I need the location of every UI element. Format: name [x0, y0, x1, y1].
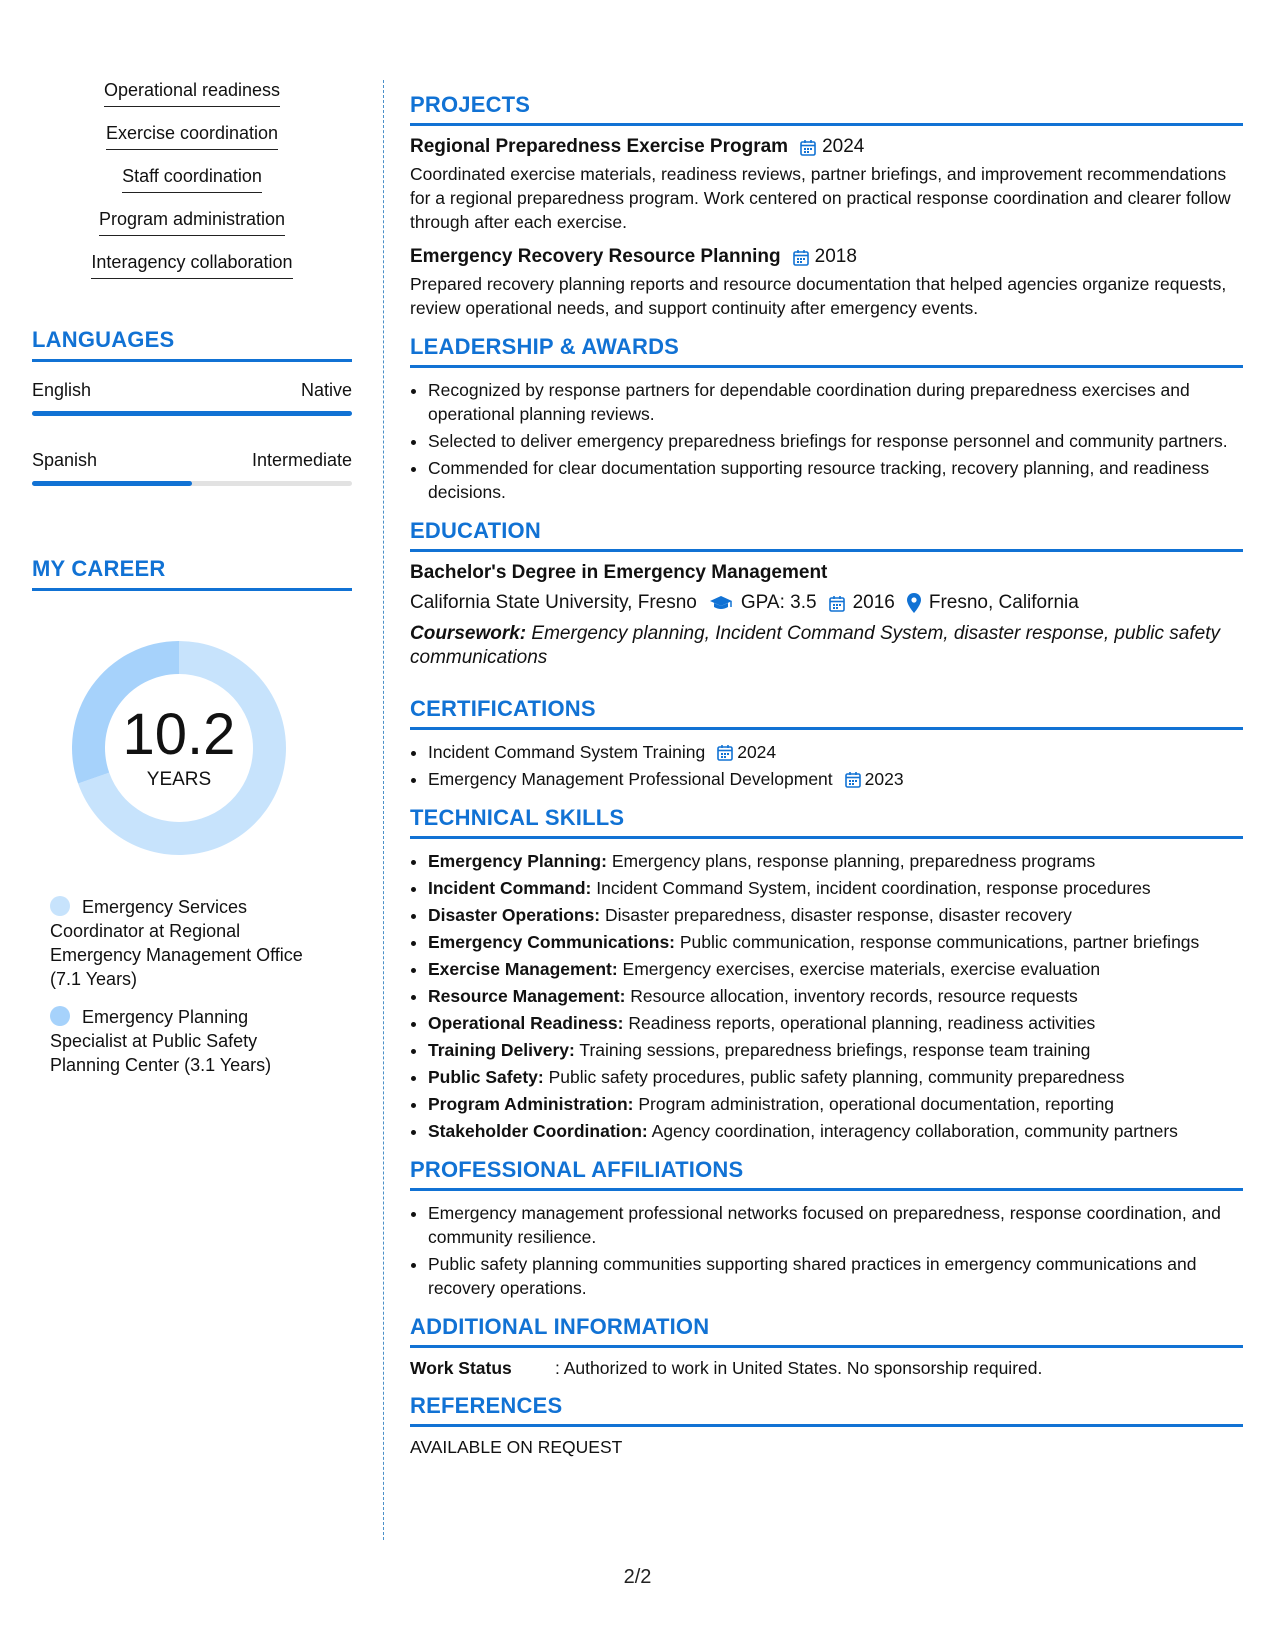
skill-label: Emergency Planning: [428, 851, 607, 871]
calendar-icon [800, 139, 816, 156]
skill-text: Readiness reports, operational planning, readiness activities [628, 1013, 1096, 1033]
certification-year: 2023 [864, 769, 904, 789]
certification-item [428, 767, 1243, 791]
references-section [410, 1393, 1243, 1458]
career-legend-item [50, 1005, 330, 1077]
education-details [410, 592, 1243, 614]
projects-heading: PROJECTS [410, 92, 1243, 126]
affiliation-item: • Emergency management professional networks focused on preparedness, response coordination, and community resilience. [428, 1201, 1243, 1249]
calendar-icon [845, 771, 861, 788]
language-proficiency-bar [32, 411, 352, 416]
affiliation-item: • Public safety planning communities supporting shared practices in emergency communications and recovery operations. [428, 1252, 1243, 1300]
graduation-year: 2016 [852, 592, 895, 613]
skill-item [428, 1038, 1243, 1062]
degree-title: Bachelor's Degree in Emergency Management [410, 562, 828, 583]
career-donut-chart [64, 633, 294, 863]
language-level: Native [300, 380, 352, 400]
certification-item [428, 740, 1243, 764]
languages-section [32, 327, 352, 486]
coursework-label: Coursework: [410, 623, 527, 644]
language-item [32, 380, 352, 416]
career-section [32, 556, 352, 1077]
career-total-value: 10.2 [122, 702, 236, 767]
references-text: AVAILABLE ON REQUEST [410, 1437, 623, 1457]
certification-name: • Incident Command System Training [428, 742, 706, 762]
career-legend [50, 895, 330, 1077]
skill-text: Public communication, response communications, partner briefings [679, 932, 1200, 952]
skill-item [428, 984, 1243, 1008]
skill-label: Operational Readiness: [428, 1013, 624, 1033]
skill-label: Resource Management: [428, 986, 626, 1006]
certifications-heading: CERTIFICATIONS [410, 696, 1243, 730]
work-status-row [410, 1358, 1243, 1379]
work-status-value: : Authorized to work in United States. No sponsorship required. [555, 1358, 1043, 1378]
legend-dot [50, 1006, 70, 1026]
awards-section [410, 334, 1243, 504]
left-column [32, 80, 352, 1091]
strength-item: Program administration [99, 209, 285, 236]
column-divider [383, 80, 384, 1540]
project-description: Prepared recovery planning reports and resource documentation that helped agencies organize requests, review operational needs, and support continuity after emergency events. [410, 274, 1227, 318]
career-heading: MY CAREER [32, 556, 352, 591]
education-section [410, 518, 1243, 670]
language-level: Intermediate [251, 450, 352, 470]
skill-text: Emergency exercises, exercise materials, exercise evaluation [622, 959, 1101, 979]
skill-label: Emergency Communications: [428, 932, 675, 952]
award-item: • Selected to deliver emergency preparedness briefings for response personnel and community partners. [428, 429, 1243, 453]
strengths-list [32, 80, 352, 295]
career-legend-item [50, 895, 330, 991]
calendar-icon [829, 595, 845, 612]
skill-text: Disaster preparedness, disaster response, disaster recovery [605, 905, 1072, 925]
skill-item [428, 1065, 1243, 1089]
certifications-section [410, 696, 1243, 791]
skill-item [428, 876, 1243, 900]
school-location: Fresno, California [928, 592, 1079, 613]
skill-item [428, 849, 1243, 873]
career-role-label: Emergency Planning Specialist at Public Safety Planning Center (3.1 Years) [50, 1007, 272, 1075]
skill-item [428, 1119, 1243, 1143]
award-item: • Commended for clear documentation supporting resource tracking, recovery planning, and readiness decisions. [428, 456, 1243, 504]
strength-item: Staff coordination [122, 166, 262, 193]
language-name: Spanish [32, 450, 98, 470]
skill-label: Training Delivery: [428, 1040, 575, 1060]
skills-section [410, 805, 1243, 1143]
language-name: English [32, 380, 92, 400]
graduation-cap-icon [709, 595, 733, 611]
language-proficiency-bar [32, 481, 352, 486]
language-item [32, 450, 352, 486]
skill-item [428, 957, 1243, 981]
awards-heading: LEADERSHIP & AWARDS [410, 334, 1243, 368]
affiliations-section [410, 1157, 1243, 1300]
skill-text: Resource allocation, inventory records, resource requests [630, 986, 1078, 1006]
strength-item: Exercise coordination [106, 123, 278, 150]
skill-item [428, 903, 1243, 927]
skill-text: Emergency plans, response planning, preparedness programs [611, 851, 1096, 871]
project-year: 2024 [822, 136, 865, 157]
career-role-label: Emergency Services Coordinator at Regional Emergency Management Office (7.1 Years) [50, 897, 303, 989]
calendar-icon [793, 249, 809, 266]
skill-item [428, 1011, 1243, 1035]
skill-item [428, 930, 1243, 954]
project-description: Coordinated exercise materials, readiness reviews, partner briefings, and improvement recommendations for a regional preparedness program. Work centered on practical response coordination and clearer follow through after each exercise. [410, 164, 1231, 232]
education-heading: EDUCATION [410, 518, 1243, 552]
language-proficiency-fill [32, 481, 192, 486]
work-status-label: Work Status [410, 1358, 512, 1378]
coursework [410, 622, 1243, 670]
references-heading: REFERENCES [410, 1393, 1243, 1427]
school-name: California State University, Fresno [410, 592, 697, 613]
additional-info-section [410, 1314, 1243, 1379]
skill-text: Program administration, operational documentation, reporting [638, 1094, 1115, 1114]
career-total [64, 702, 294, 791]
legend-dot [50, 896, 70, 916]
map-pin-icon [907, 593, 921, 613]
additional-info-heading: ADDITIONAL INFORMATION [410, 1314, 1243, 1348]
skill-text: Training sessions, preparedness briefings, response team training [579, 1040, 1091, 1060]
skill-label: Disaster Operations: [428, 905, 601, 925]
award-item: • Recognized by response partners for dependable coordination during preparedness exercises and operational planning reviews. [428, 378, 1243, 426]
projects-section [410, 92, 1243, 320]
coursework-text: Emergency planning, Incident Command System, disaster response, public safety communications [410, 623, 1220, 668]
certification-year: 2024 [737, 742, 777, 762]
skill-text: Public safety procedures, public safety planning, community preparedness [548, 1067, 1125, 1087]
project-name: Emergency Recovery Resource Planning [410, 246, 781, 267]
calendar-icon [717, 744, 733, 761]
skill-text: Incident Command System, incident coordination, response procedures [596, 878, 1151, 898]
skill-label: Exercise Management: [428, 959, 618, 979]
skill-label: Public Safety: [428, 1067, 544, 1087]
skill-item [428, 1092, 1243, 1116]
project-name: Regional Preparedness Exercise Program [410, 136, 789, 157]
languages-heading: LANGUAGES [32, 327, 352, 362]
language-proficiency-fill [32, 411, 352, 416]
affiliations-heading: PROFESSIONAL AFFILIATIONS [410, 1157, 1243, 1191]
certification-name: • Emergency Management Professional Development [428, 769, 833, 789]
skill-label: Stakeholder Coordination: [428, 1121, 648, 1141]
skill-label: Incident Command: [428, 878, 592, 898]
strength-item: Operational readiness [104, 80, 280, 107]
skill-text: Agency coordination, interagency collaboration, community partners [651, 1121, 1178, 1141]
right-column [410, 92, 1243, 1472]
project-item [410, 246, 1243, 320]
project-item [410, 136, 1243, 234]
skills-heading: TECHNICAL SKILLS [410, 805, 1243, 839]
strength-item: Interagency collaboration [91, 252, 292, 279]
gpa: GPA: 3.5 [740, 592, 817, 613]
career-total-unit: YEARS [146, 769, 212, 790]
page-number: 2/2 [623, 1566, 652, 1588]
project-year: 2018 [814, 246, 857, 267]
skill-label: Program Administration: [428, 1094, 634, 1114]
